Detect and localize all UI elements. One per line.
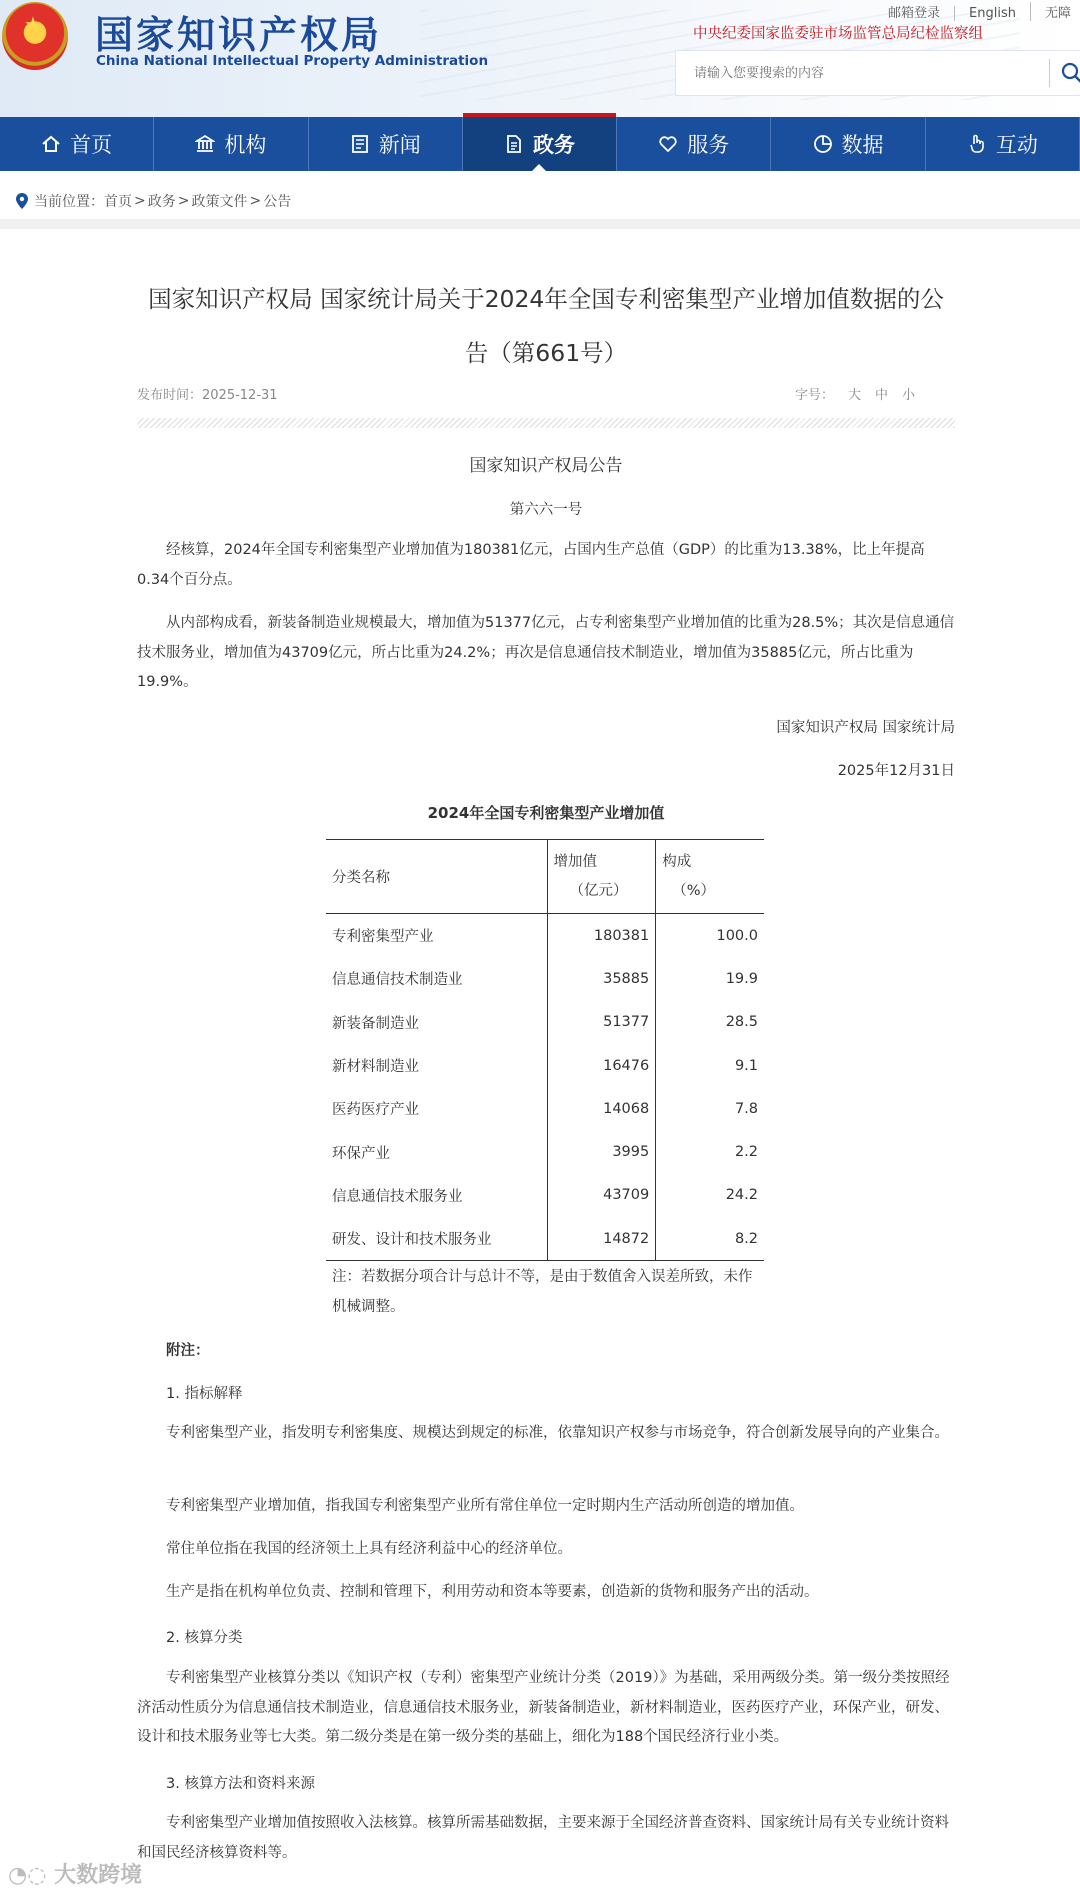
nav-label: 首页 (70, 133, 113, 157)
table-row (326, 1087, 764, 1130)
cell-value: 16476 (547, 1044, 656, 1087)
site-name-en[interactable]: China National Intellectual Property Administration (96, 53, 489, 69)
document-icon (504, 134, 524, 154)
paragraph: 常住单位指在我国的经济领土上具有经济利益中心的经济单位。 (166, 1541, 572, 1557)
font-size-switcher (781, 384, 915, 403)
home-icon (41, 134, 61, 154)
header-composition (656, 840, 764, 914)
section-title: 1. 指标解释 (166, 1386, 243, 1402)
table-row (326, 957, 764, 1000)
site-name-cn[interactable]: 国家知识产权局 (95, 12, 383, 57)
top-links (880, 2, 1080, 21)
nav-label: 机构 (224, 133, 267, 157)
section-divider (0, 219, 1080, 229)
breadcrumb (16, 191, 291, 211)
hand-icon (967, 134, 987, 154)
article-meta (137, 384, 955, 403)
watermark-logo-icon: ◔◌ (8, 1863, 47, 1888)
news-icon (350, 134, 370, 154)
section-title: 3. 核算方法和资料来源 (166, 1776, 315, 1792)
table-title: 2024年全国专利密集型产业增加值 (427, 804, 665, 822)
header-value-added (547, 840, 656, 914)
breadcrumb-announcement[interactable]: 公告 (263, 194, 292, 210)
publish-date: 发布时间：2025-12-31 (137, 388, 278, 403)
doc-number: 第六六一号 (509, 502, 583, 518)
table-row (326, 1044, 764, 1087)
paragraph: 专利密集型产业核算分类以《知识产权（专利）密集型产业统计分类（2019）》为基础，采用两级分类。第一级分类按照经济活动性质分为信息通信技术制造业，信息通信技术服务业，新装备制造业，新材料制造业，医药医疗产业，环保产业，研发、设计和技术服务业等七大类。第二级分类是在第一级分类的基础上，细化为188个国民经济行业小类。 (137, 1670, 950, 1745)
font-size-small[interactable]: 小 (901, 388, 915, 403)
cell-share: 7.8 (734, 1100, 758, 1117)
cell-category: 新材料制造业 (326, 1044, 547, 1087)
cell-share: 8.2 (656, 1217, 764, 1261)
breadcrumb-prefix: 当前位置： (34, 194, 104, 210)
font-size-medium[interactable]: 中 (874, 388, 888, 403)
cell-share: 24.2 (725, 1187, 758, 1204)
table-row (326, 914, 764, 958)
cell-share: 28.5 (725, 1014, 758, 1031)
search-divider (1049, 59, 1050, 87)
cell-value: 14872 (547, 1217, 656, 1261)
nav-item-service[interactable] (617, 117, 771, 171)
cell-share: 2.2 (734, 1144, 758, 1161)
paragraph: 专利密集型产业增加值，指我国专利密集型产业所有常住单位一定时期内生产活动所创造的增加值。 (166, 1498, 804, 1514)
breadcrumb-government-affairs[interactable]: 政务 (147, 194, 176, 210)
table-note: 注：若数据分项合计与总计不等，是由于数值舍入误差所致，未作机械调整。 (332, 1269, 753, 1315)
cell-share: 100.0 (716, 927, 758, 944)
signatories: 国家知识产权局 国家统计局 (776, 720, 955, 736)
table-row (326, 1130, 764, 1173)
paragraph: 经核算，2024年全国专利密集型产业增加值为180381亿元，占国内生产总值（GDP）的比重为13.38%，比上年提高0.34个百分点。 (137, 542, 925, 588)
breadcrumb-separator: > (249, 193, 262, 209)
font-size-large[interactable]: 大 (847, 388, 861, 403)
table-row (326, 1174, 764, 1217)
cell-category: 环保产业 (326, 1130, 547, 1173)
header-value-added-label: 增加值 (553, 853, 597, 870)
table-row (326, 1001, 764, 1044)
cell-share: 9.1 (734, 1057, 758, 1074)
cell-category: 研发、设计和技术服务业 (326, 1217, 547, 1261)
site-header (0, 0, 1080, 117)
paragraph: 从内部构成看，新装备制造业规模最大，增加值为51377亿元，占专利密集型产业增加值的比重为28.5%；其次是信息通信技术服务业，增加值为43709亿元，所占比重为24.2%；再次是信息通信技术制造业，增加值为35885亿元，所占比重为19.9%。 (137, 615, 955, 690)
main-nav (0, 117, 1080, 171)
breadcrumb-home[interactable]: 首页 (104, 194, 132, 210)
location-pin-icon (16, 193, 28, 209)
article-title (137, 272, 955, 380)
data-table (326, 839, 764, 1261)
mail-login-link[interactable]: 邮箱登录 (888, 6, 941, 21)
cell-value: 43709 (547, 1174, 656, 1217)
paragraph: 生产是指在机构单位负责、控制和管理下，利用劳动和资本等要素，创造新的货物和服务产出的活动。 (166, 1584, 819, 1600)
search-icon[interactable] (1060, 61, 1080, 85)
search-box (675, 50, 1080, 96)
nav-item-news[interactable] (309, 117, 463, 171)
service-icon (658, 134, 678, 154)
breadcrumb-separator: > (134, 193, 146, 209)
header-category: 分类名称 (326, 840, 547, 914)
header-value-added-unit: （亿元） (569, 882, 628, 899)
paragraph: 专利密集型产业，指发明专利密集度、规模达到规定的标准，依靠知识产权参与市场竞争，符合创新发展导向的产业集合。 (166, 1425, 949, 1441)
nav-label: 互动 (995, 133, 1038, 157)
header-composition-unit: （%） (672, 882, 716, 899)
cell-value: 3995 (547, 1130, 656, 1173)
search-input[interactable] (692, 62, 1036, 84)
pie-chart-icon (813, 134, 833, 154)
article-title-line: 国家知识产权局 国家统计局关于2024年全国专利密集型产业增加值数据的公 (148, 285, 944, 313)
cell-category: 信息通信技术制造业 (326, 957, 547, 1000)
watermark-text: 大数跨境 (54, 1863, 143, 1888)
header-composition-label: 构成 (662, 853, 692, 870)
accessibility-link[interactable]: 无障 (1030, 2, 1080, 21)
institution-icon (195, 134, 215, 154)
cell-category: 专利密集型产业 (326, 914, 547, 958)
hatched-divider (137, 418, 955, 428)
nav-item-institution[interactable] (154, 117, 308, 171)
nav-item-government-affairs[interactable] (463, 117, 617, 171)
nav-item-home[interactable] (0, 117, 154, 171)
nav-label: 政务 (532, 133, 575, 157)
cell-share: 19.9 (725, 970, 758, 987)
breadcrumb-separator: > (177, 193, 190, 209)
article-title-line: 告（第661号） (464, 339, 628, 367)
nav-label: 数据 (841, 133, 884, 157)
english-link[interactable]: English (954, 6, 1030, 21)
doc-heading: 国家知识产权局公告 (469, 456, 623, 476)
national-emblem-icon[interactable]: ★ (2, 2, 68, 70)
cell-value: 180381 (547, 914, 656, 958)
table-row (326, 1217, 764, 1261)
paragraph: 专利密集型产业增加值按照收入法核算。核算所需基础数据，主要来源于全国经济普查资料、国家统计局有关专业统计资料和国民经济核算资料等。 (137, 1815, 949, 1861)
cell-value: 51377 (547, 1001, 656, 1044)
supervision-link[interactable]: 中央纪委国家监委驻市场监管总局纪检监察组 (693, 26, 983, 42)
cell-category: 信息通信技术服务业 (326, 1174, 547, 1217)
cell-category: 新装备制造业 (326, 1001, 547, 1044)
nav-label: 新闻 (378, 133, 421, 157)
nav-label: 服务 (687, 133, 730, 157)
sign-date: 2025年12月31日 (837, 763, 955, 779)
font-size-label: 字号： (794, 388, 834, 403)
table-header-row (326, 840, 764, 914)
breadcrumb-policy-documents[interactable]: 政策文件 (191, 194, 248, 210)
nav-item-data[interactable] (771, 117, 925, 171)
section-title: 2. 核算分类 (166, 1630, 243, 1646)
appendix-title: 附注： (166, 1343, 210, 1359)
cell-value: 35885 (547, 957, 656, 1000)
cell-value: 14068 (547, 1087, 656, 1130)
nav-item-interaction[interactable] (926, 117, 1080, 171)
watermark (8, 1858, 142, 1889)
cell-category: 医药医疗产业 (326, 1087, 547, 1130)
